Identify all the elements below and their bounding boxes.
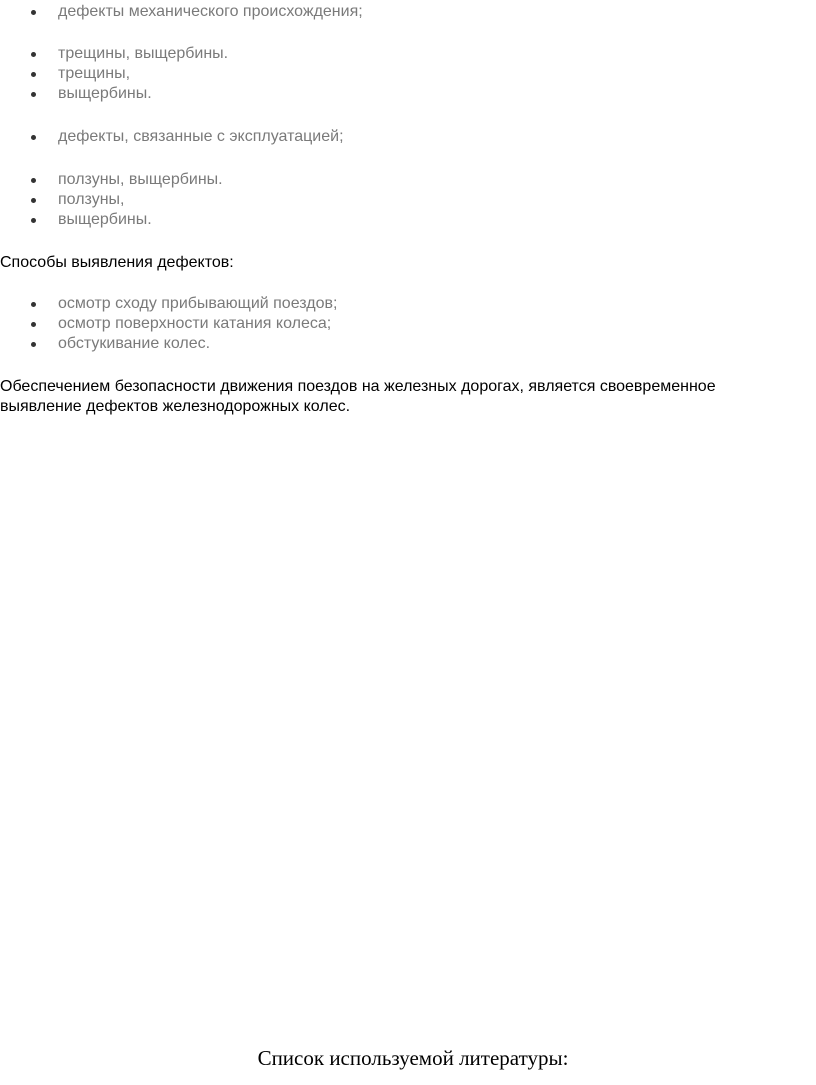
- mechanical-defects-sublist: [0, 44, 228, 104]
- list-item: обстукивание колес.: [0, 334, 337, 354]
- list-item: выщербины.: [0, 84, 228, 104]
- bullet-icon: [31, 178, 36, 183]
- bullet-icon: [31, 302, 36, 307]
- list-item: трещины,: [0, 64, 228, 84]
- bullet-icon: [31, 218, 36, 223]
- bullet-icon: [31, 342, 36, 347]
- bullet-icon: [31, 198, 36, 203]
- bullet-icon: [31, 322, 36, 327]
- conclusion-line-2: выявление дефектов железнодорожных колес.: [0, 398, 351, 415]
- list-item: ползуны,: [0, 190, 223, 210]
- defect-type-list-operational: [0, 127, 344, 147]
- list-item: трещины, выщербины.: [0, 44, 228, 64]
- bullet-icon: [31, 52, 36, 57]
- list-item: ползуны, выщербины.: [0, 170, 223, 190]
- bullet-icon: [31, 72, 36, 77]
- list-item: дефекты механического происхождения;: [0, 2, 363, 22]
- operational-defects-sublist: [0, 170, 223, 230]
- methods-heading: Способы выявления дефектов:: [0, 254, 234, 271]
- list-item: осмотр сходу прибывающий поездов;: [0, 294, 337, 314]
- detection-methods-list: [0, 294, 337, 354]
- conclusion-line-1: Обеспечением безопасности движения поездов на железных дорогах, является своевременное: [0, 378, 716, 395]
- list-item: дефекты, связанные с эксплуатацией;: [0, 127, 344, 147]
- bullet-icon: [31, 135, 36, 140]
- bullet-icon: [31, 10, 36, 15]
- list-item: осмотр поверхности катания колеса;: [0, 314, 337, 334]
- defect-type-list-mechanical: [0, 2, 363, 22]
- bullet-icon: [31, 92, 36, 97]
- list-item: выщербины.: [0, 210, 223, 230]
- references-title: Список используемой литературы:: [257, 1046, 569, 1070]
